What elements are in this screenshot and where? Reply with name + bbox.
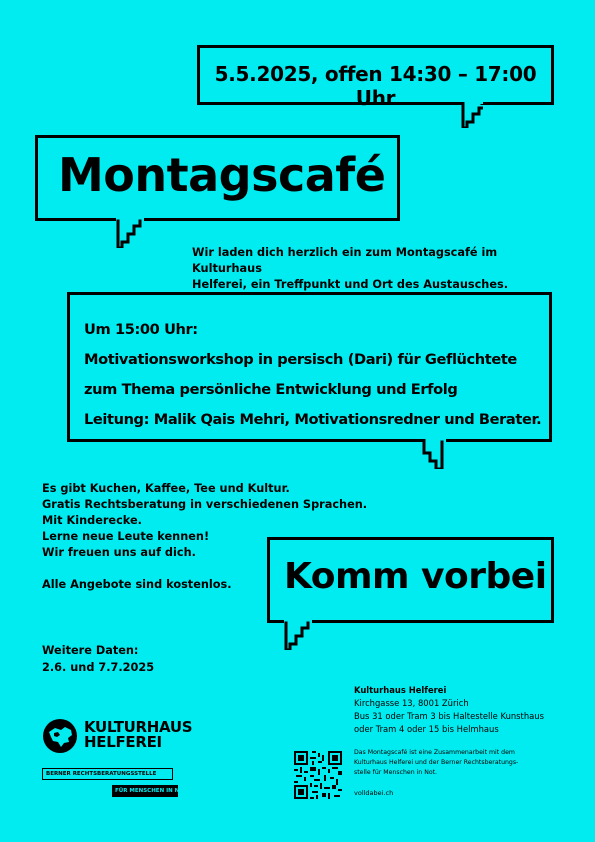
about-line: Kulturhaus Helferei und der Berner Rechtsberatungs- bbox=[354, 759, 519, 766]
bubble-tail-icon bbox=[416, 439, 446, 469]
venue-name: Kulturhaus Helferei bbox=[354, 685, 447, 695]
intro-line: Wir laden dich herzlich ein zum Montagscafé im Kulturhaus bbox=[192, 246, 498, 275]
workshop-subject: zum Thema persönliche Entwicklung und Erfolg bbox=[84, 381, 458, 398]
venue-address bbox=[354, 684, 544, 736]
logo-line: HELFEREI bbox=[84, 733, 162, 751]
bubble-tail-icon bbox=[455, 102, 483, 128]
event-date: 5.5.2025, offen 14:30 – 17:00 Uhr bbox=[214, 62, 537, 110]
offer-line: Es gibt Kuchen, Kaffee, Tee und Kultur. bbox=[42, 482, 290, 495]
offer-line: Wir freuen uns auf dich. bbox=[42, 546, 196, 559]
intro-text bbox=[192, 245, 522, 293]
qr-code-icon bbox=[294, 751, 342, 799]
address-line: Bus 31 oder Tram 3 bis Haltestelle Kunsthaus bbox=[354, 711, 544, 721]
menschen-in-not-logo: FÜR MENSCHEN IN NOT bbox=[112, 785, 178, 797]
intro-line: Helferei, ein Treffpunkt und Ort des Austausches. bbox=[192, 278, 509, 291]
logo-line: KULTURHAUS bbox=[84, 718, 193, 736]
offer-line: Mit Kinderecke. bbox=[42, 514, 142, 527]
bubble-tail-icon bbox=[116, 218, 144, 248]
date-speech-bubble bbox=[197, 45, 554, 110]
partnership-note bbox=[354, 748, 518, 778]
title-speech-bubble bbox=[35, 135, 400, 221]
kulturhaus-wordmark bbox=[84, 720, 192, 750]
about-line: Das Montagscafé ist eine Zusammenarbeit mit dem bbox=[354, 749, 515, 756]
website-link[interactable]: volldabei.ch bbox=[354, 789, 394, 797]
kulturhaus-globe-icon bbox=[42, 718, 78, 754]
cta-text: Komm vorbei bbox=[284, 556, 547, 597]
more-dates-label: Weitere Daten: bbox=[42, 644, 139, 657]
workshop-lead: Leitung: Malik Qais Mehri, Motivationsredner und Berater. bbox=[84, 411, 542, 428]
about-line: stelle für Menschen in Not. bbox=[354, 769, 438, 776]
workshop-topic: Motivationsworkshop in persisch (Dari) für Geflüchtete bbox=[84, 351, 517, 368]
workshop-time: Um 15:00 Uhr: bbox=[84, 321, 198, 338]
more-dates-value: 2.6. und 7.7.2025 bbox=[42, 661, 155, 674]
free-note: Alle Angebote sind kostenlos. bbox=[42, 578, 232, 591]
berner-rechtsberatung-logo: BERNER RECHTSBERATUNGSSTELLE bbox=[42, 768, 173, 780]
address-line: oder Tram 4 oder 15 bis Helmhaus bbox=[354, 724, 499, 734]
address-line: Kirchgasse 13, 8001 Zürich bbox=[354, 698, 469, 708]
page-title: Montagscafé bbox=[58, 148, 386, 202]
workshop-speech-bubble bbox=[67, 292, 552, 442]
offer-line: Gratis Rechtsberatung in verschiedenen Sprachen. bbox=[42, 498, 368, 511]
offer-line: Lerne neue Leute kennen! bbox=[42, 530, 210, 543]
cta-speech-bubble bbox=[267, 537, 554, 623]
workshop-details bbox=[84, 315, 541, 435]
more-dates bbox=[42, 642, 154, 676]
bubble-tail-icon bbox=[284, 620, 312, 650]
